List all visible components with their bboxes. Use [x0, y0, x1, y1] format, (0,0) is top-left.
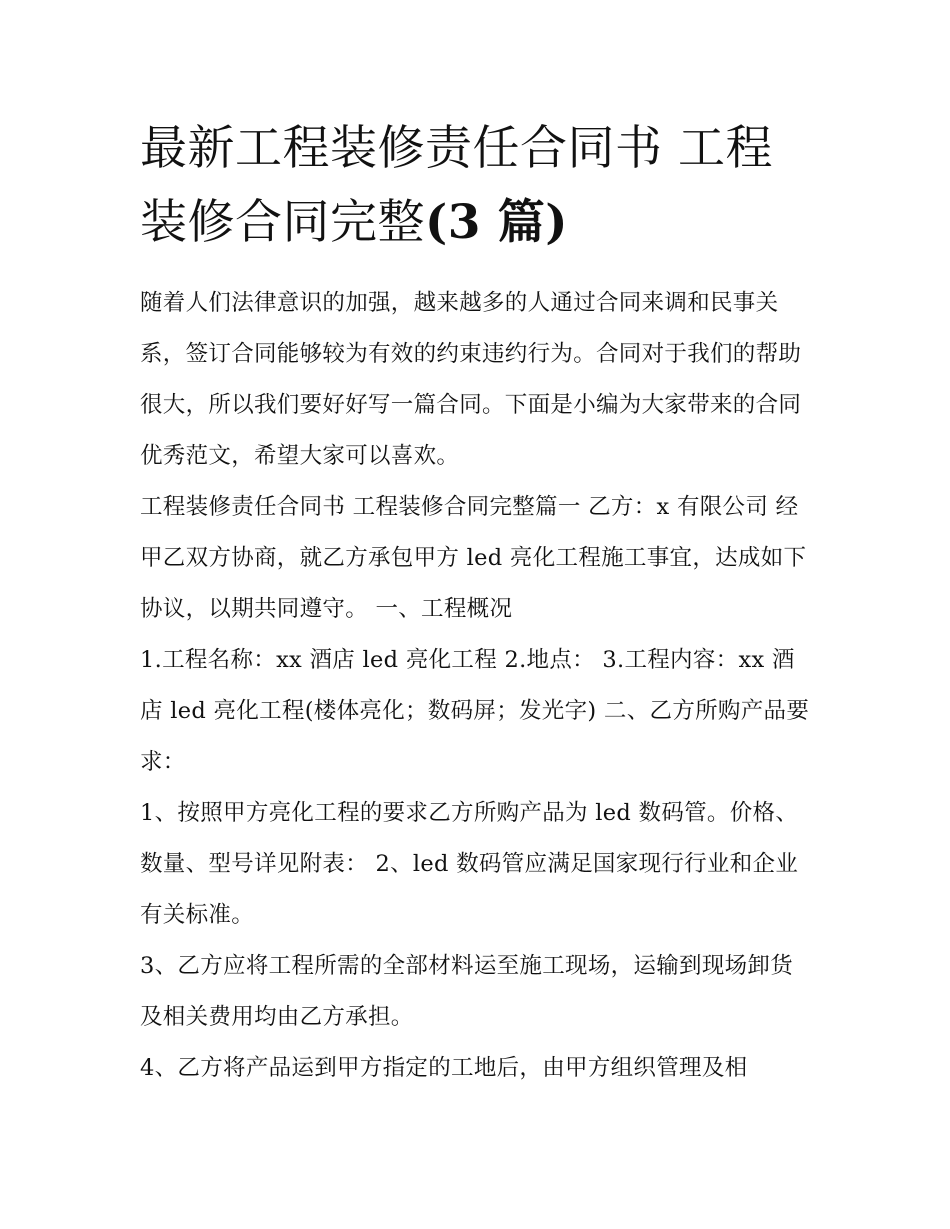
paragraph-clause-4: 4、乙方将产品运到甲方指定的工地后，由甲方组织管理及相 [140, 1055, 748, 1081]
paragraph-clause-3: 3、乙方应将工程所需的全部材料运至施工现场，运输到现场卸货及相关费用均由乙方承担。 [140, 953, 794, 1030]
document-title-suffix: (3 篇) [425, 195, 569, 250]
document-title-main: 最新工程装修责任合同书 工程装修合同完整 [140, 121, 773, 250]
paragraph-contract-header: 工程装修责任合同书 工程装修合同完整篇一 乙方：x 有限公司 经甲乙双方协商，就乙方承包甲方 led 亮化工程施工事宜，达成如下协议，以期共同遵守。 一、工程概况 [140, 494, 807, 622]
document-page [140, 112, 815, 1094]
document-title [140, 112, 815, 260]
paragraph-project-overview: 1.工程名称：xx 酒店 led 亮化工程 2.地点： 3.工程内容：xx 酒店 led 亮化工程(楼体亮化；数码屏；发光字) 二、乙方所购产品要求： [140, 647, 810, 775]
paragraph-clause-1-2: 1、按照甲方亮化工程的要求乙方所购产品为 led 数码管。价格、数量、型号详见附表： 2、led 数码管应满足国家现行行业和企业有关标准。 [140, 800, 799, 928]
paragraph-intro: 随着人们法律意识的加强，越来越多的人通过合同来调和民事关系，签订合同能够较为有效的约束违约行为。合同对于我们的帮助很大，所以我们要好好写一篇合同。下面是小编为大家带来的合同优秀范文，希望大家可以喜欢。 [140, 290, 802, 469]
